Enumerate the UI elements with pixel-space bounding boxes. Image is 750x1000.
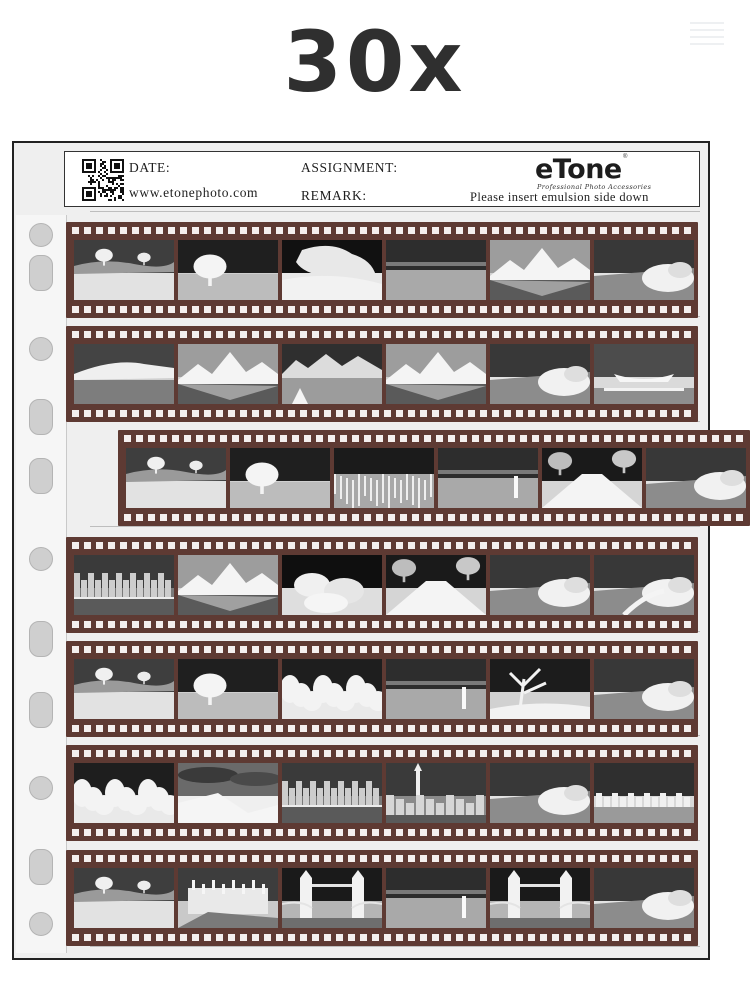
negative-frame-river-plain [386,240,486,300]
negative-frame-shore-bushes [490,763,590,823]
film-strip-row-2 [66,326,698,422]
negative-frame-tower-bridge [490,868,590,928]
corner-watermark [690,22,724,50]
sprocket-holes [72,725,692,732]
film-strip-row-6 [66,745,698,841]
negative-frame-tower-bridge [282,868,382,928]
negative-frame-meadow-tree [74,240,174,300]
negative-frame-mountain-lake [178,555,278,615]
date-label: DATE: [129,160,171,175]
sprocket-holes [72,646,692,653]
sprocket-holes [72,934,692,941]
negative-frame-tree-path [386,555,486,615]
sprocket-holes [72,542,692,549]
registered-mark: ® [623,154,628,160]
negative-frame-river-post [438,448,538,508]
negative-frame-city-skyline [74,555,174,615]
punch-hole [29,621,53,657]
negative-frame-tree-branches [490,659,590,719]
sprocket-holes [72,829,692,836]
negative-frame-shore-bushes [646,448,746,508]
negative-frame-shore-path [594,555,694,615]
negative-frame-frosted-shrubs [282,659,382,719]
punch-hole [29,547,53,571]
negative-frame-shore-bushes [490,344,590,404]
punch-hole [29,399,53,435]
headline-30x: 30x [283,13,467,111]
negative-frame-hill-coast [74,344,174,404]
negative-frame-mountain-lake [386,344,486,404]
negative-frame-mountain-range [282,344,382,404]
sleeve-label-strip [64,151,700,207]
film-strip-row-1 [66,222,698,318]
sprocket-holes [72,227,692,234]
negative-frame-spire-city [386,763,486,823]
punch-hole [29,692,53,728]
negative-frame-boat-dock [594,344,694,404]
film-strip-row-3 [118,430,750,526]
punch-hole [29,223,53,247]
negative-frame-shore-bushes [594,868,694,928]
negative-frame-tree-path [542,448,642,508]
sprocket-holes [124,514,744,521]
remark-label: REMARK: [301,188,367,203]
film-strip-row-7 [66,850,698,946]
negative-frame-lone-tree [178,659,278,719]
punch-hole [29,337,53,361]
negative-frame-shore-bushes [594,659,694,719]
sprocket-holes [72,750,692,757]
punch-hole [29,776,53,800]
negative-frame-meadow-tree [126,448,226,508]
etone-logo: eTone [535,154,622,185]
brand-tagline: Professional Photo Accessories [537,183,652,191]
negative-frame-city-skyline [282,763,382,823]
negative-frame-mountain-lake [490,240,590,300]
negative-frame-river-post [386,659,486,719]
punched-margin [16,215,67,953]
qr-code-icon [82,159,124,201]
film-strip-row-5 [66,641,698,737]
negative-frame-palace [178,868,278,928]
punch-hole [29,458,53,494]
sleeve-pocket-seam [90,946,700,947]
website-url: www.etonephoto.com [129,185,259,200]
punch-hole [29,849,53,885]
negative-frame-tree-silhouette [282,240,382,300]
film-strip-row-4 [66,537,698,633]
negative-frame-cloudy-hills [178,763,278,823]
negative-frame-lone-tree [178,240,278,300]
punch-hole [29,912,53,936]
negative-frame-river-post [386,868,486,928]
negative-frame-meadow-tree [74,868,174,928]
insert-instruction: Please insert emulsion side down [470,190,649,204]
sleeve-pocket-seam [90,211,700,212]
negative-frame-frosted-shrubs [74,763,174,823]
sleeve-pocket-seam [90,526,700,527]
negative-frame-shore-bushes [490,555,590,615]
punch-hole [29,255,53,291]
negative-frame-round-bushes [282,555,382,615]
negative-frame-field-grass [334,448,434,508]
negative-frame-harbor-town [594,763,694,823]
sprocket-holes [72,410,692,417]
negative-frame-lone-tree [230,448,330,508]
negative-frame-mountain-lake [178,344,278,404]
sprocket-holes [72,855,692,862]
assignment-label: ASSIGNMENT: [301,160,398,175]
sprocket-holes [72,331,692,338]
sprocket-holes [72,621,692,628]
negative-frame-meadow-tree [74,659,174,719]
negative-frame-shore-bushes [594,240,694,300]
sprocket-holes [72,306,692,313]
sprocket-holes [124,435,744,442]
